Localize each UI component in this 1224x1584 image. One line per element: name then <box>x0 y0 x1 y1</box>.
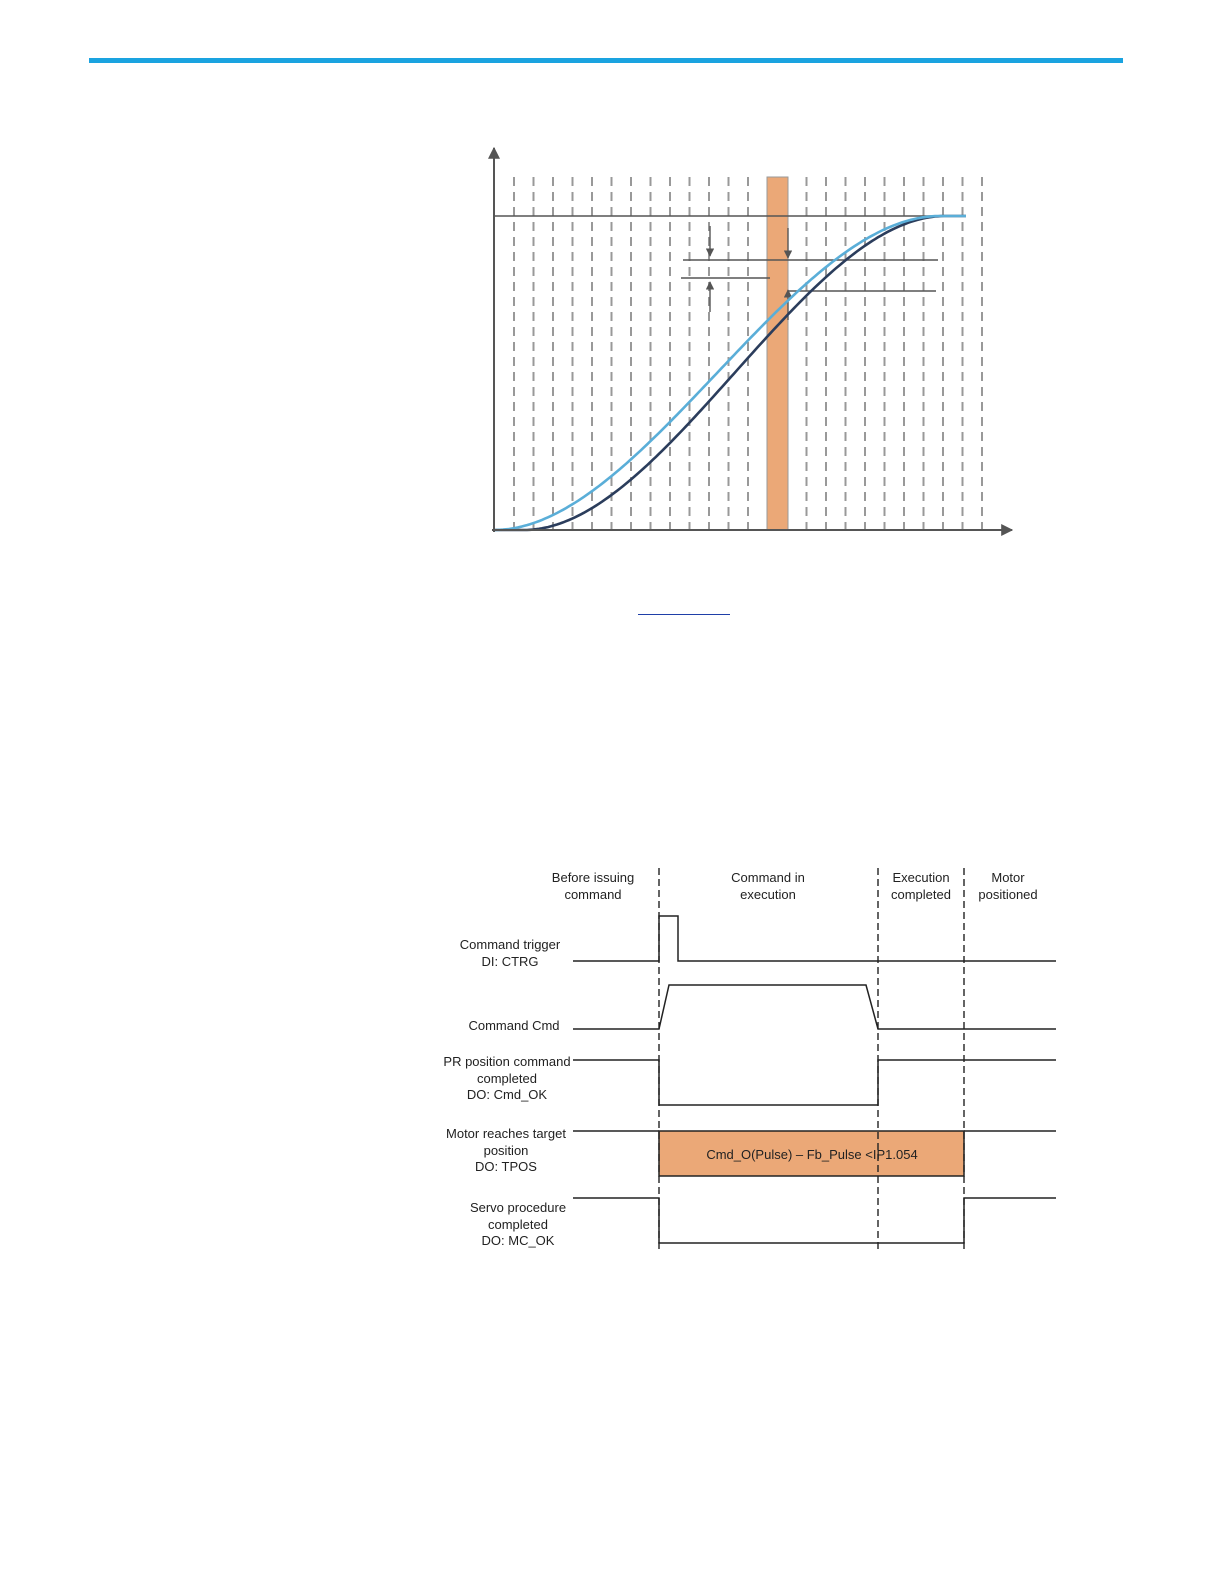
signal-label-cmdok-line3: DO: Cmd_OK <box>466 1087 548 1102</box>
signal-labels <box>443 937 570 1248</box>
tpos-condition-text: Cmd_O(Pulse) – Fb_Pulse <IP1.054 <box>706 1147 918 1162</box>
signal-label-tpos-line1: Motor reaches target <box>446 1126 566 1141</box>
signal-label-cmd: Command Cmd <box>468 1018 560 1033</box>
waveform-ctrg <box>573 916 1056 961</box>
phase-label-completed-line1: Execution <box>892 870 950 885</box>
phase-label-positioned-line1: Motor <box>991 870 1025 885</box>
phase-label-execution-line2: execution <box>740 887 796 902</box>
waveform-cmd <box>573 985 1056 1029</box>
signal-label-cmdok-line2: completed <box>477 1071 537 1086</box>
signal-label-ctrg-line1: Command trigger <box>459 937 561 952</box>
signal-label-ctrg-line2: DI: CTRG <box>481 954 539 969</box>
signal-label-mcok-line3: DO: MC_OK <box>481 1233 555 1248</box>
phase-label-completed-line2: completed <box>891 887 951 902</box>
signal-label-mcok-line2: completed <box>488 1217 548 1232</box>
waveform-mc-ok <box>573 1198 1056 1243</box>
phase-label-execution-line1: Command in <box>731 870 805 885</box>
signal-label-tpos-line3: DO: TPOS <box>475 1159 537 1174</box>
phase-label-positioned-line2: positioned <box>978 887 1038 902</box>
signal-label-cmdok-line1: PR position command <box>443 1054 571 1069</box>
phase-headers <box>552 870 1038 902</box>
phase-dividers <box>659 868 964 1250</box>
signal-label-mcok-line1: Servo procedure <box>469 1200 567 1215</box>
phase-label-before-line2: command <box>564 887 622 902</box>
phase-label-before-line1: Before issuing <box>551 870 635 885</box>
waveform-cmd-ok <box>573 1060 1056 1105</box>
signal-label-tpos-line2: position <box>483 1143 529 1158</box>
signal-waveforms <box>573 916 1056 1243</box>
